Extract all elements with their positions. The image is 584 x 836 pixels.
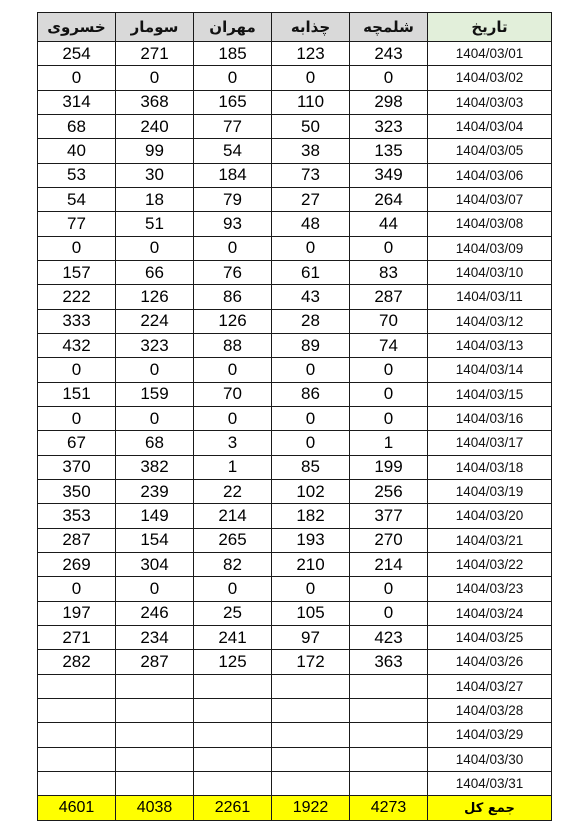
sumar-cell: 323 bbox=[116, 333, 194, 357]
shalamcheh-cell: 74 bbox=[350, 333, 428, 357]
shalamcheh-cell: 349 bbox=[350, 163, 428, 187]
chazabeh-cell bbox=[272, 698, 350, 722]
date-cell: 1404/03/06 bbox=[428, 163, 552, 187]
sumar-total: 4038 bbox=[116, 796, 194, 821]
sumar-cell: 126 bbox=[116, 285, 194, 309]
shalamcheh-cell bbox=[350, 723, 428, 747]
header-shalamcheh: شلمچه bbox=[350, 13, 428, 42]
table-row bbox=[38, 601, 552, 625]
sumar-cell: 0 bbox=[116, 577, 194, 601]
header-mehran: مهران bbox=[194, 13, 272, 42]
shalamcheh-cell: 377 bbox=[350, 504, 428, 528]
date-cell: 1404/03/20 bbox=[428, 504, 552, 528]
mehran-cell bbox=[194, 747, 272, 771]
mehran-cell: 0 bbox=[194, 66, 272, 90]
date-cell: 1404/03/23 bbox=[428, 577, 552, 601]
shalamcheh-cell: 0 bbox=[350, 577, 428, 601]
sumar-cell: 0 bbox=[116, 66, 194, 90]
sumar-cell: 382 bbox=[116, 455, 194, 479]
shalamcheh-cell: 363 bbox=[350, 650, 428, 674]
sumar-cell: 234 bbox=[116, 625, 194, 649]
mehran-cell: 0 bbox=[194, 236, 272, 260]
table-row bbox=[38, 431, 552, 455]
khosravi-cell: 0 bbox=[38, 358, 116, 382]
chazabeh-cell: 97 bbox=[272, 625, 350, 649]
mehran-cell: 185 bbox=[194, 42, 272, 66]
chazabeh-cell bbox=[272, 723, 350, 747]
khosravi-cell: 157 bbox=[38, 260, 116, 284]
table-body bbox=[38, 42, 552, 821]
table-row bbox=[38, 187, 552, 211]
chazabeh-cell: 86 bbox=[272, 382, 350, 406]
header-sumar: سومار bbox=[116, 13, 194, 42]
table-row bbox=[38, 333, 552, 357]
chazabeh-cell: 0 bbox=[272, 406, 350, 430]
chazabeh-cell: 0 bbox=[272, 66, 350, 90]
date-cell: 1404/03/16 bbox=[428, 406, 552, 430]
mehran-cell: 165 bbox=[194, 90, 272, 114]
table-row bbox=[38, 698, 552, 722]
shalamcheh-cell: 256 bbox=[350, 479, 428, 503]
date-cell: 1404/03/02 bbox=[428, 66, 552, 90]
mehran-cell: 25 bbox=[194, 601, 272, 625]
table-row bbox=[38, 625, 552, 649]
table-row bbox=[38, 504, 552, 528]
shalamcheh-cell bbox=[350, 771, 428, 795]
shalamcheh-cell: 44 bbox=[350, 212, 428, 236]
header-chazabeh: چذابه bbox=[272, 13, 350, 42]
sumar-cell: 271 bbox=[116, 42, 194, 66]
chazabeh-cell: 27 bbox=[272, 187, 350, 211]
table-row bbox=[38, 650, 552, 674]
table-row bbox=[38, 163, 552, 187]
date-cell: 1404/03/26 bbox=[428, 650, 552, 674]
mehran-cell: 82 bbox=[194, 552, 272, 576]
chazabeh-cell: 105 bbox=[272, 601, 350, 625]
shalamcheh-cell: 270 bbox=[350, 528, 428, 552]
date-cell: 1404/03/09 bbox=[428, 236, 552, 260]
sumar-cell: 304 bbox=[116, 552, 194, 576]
khosravi-total: 4601 bbox=[38, 796, 116, 821]
chazabeh-cell: 210 bbox=[272, 552, 350, 576]
date-cell: 1404/03/13 bbox=[428, 333, 552, 357]
sumar-cell: 0 bbox=[116, 358, 194, 382]
header-khosravi: خسروی bbox=[38, 13, 116, 42]
mehran-cell: 22 bbox=[194, 479, 272, 503]
chazabeh-cell: 89 bbox=[272, 333, 350, 357]
chazabeh-cell bbox=[272, 674, 350, 698]
shalamcheh-cell bbox=[350, 747, 428, 771]
table-row bbox=[38, 552, 552, 576]
date-cell: 1404/03/10 bbox=[428, 260, 552, 284]
table-row bbox=[38, 528, 552, 552]
date-cell: 1404/03/07 bbox=[428, 187, 552, 211]
table-row bbox=[38, 479, 552, 503]
khosravi-cell bbox=[38, 747, 116, 771]
khosravi-cell: 432 bbox=[38, 333, 116, 357]
chazabeh-cell: 38 bbox=[272, 139, 350, 163]
chazabeh-cell: 102 bbox=[272, 479, 350, 503]
shalamcheh-cell bbox=[350, 674, 428, 698]
table-row bbox=[38, 674, 552, 698]
sumar-cell: 99 bbox=[116, 139, 194, 163]
sumar-cell: 246 bbox=[116, 601, 194, 625]
table-row bbox=[38, 90, 552, 114]
table-row bbox=[38, 455, 552, 479]
chazabeh-cell: 0 bbox=[272, 358, 350, 382]
shalamcheh-cell: 243 bbox=[350, 42, 428, 66]
shalamcheh-cell: 423 bbox=[350, 625, 428, 649]
date-cell: 1404/03/01 bbox=[428, 42, 552, 66]
mehran-cell: 0 bbox=[194, 358, 272, 382]
date-cell: 1404/03/18 bbox=[428, 455, 552, 479]
chazabeh-cell: 123 bbox=[272, 42, 350, 66]
date-cell: 1404/03/22 bbox=[428, 552, 552, 576]
sumar-cell: 30 bbox=[116, 163, 194, 187]
mehran-cell: 184 bbox=[194, 163, 272, 187]
table-row bbox=[38, 309, 552, 333]
chazabeh-cell bbox=[272, 771, 350, 795]
shalamcheh-cell: 70 bbox=[350, 309, 428, 333]
mehran-cell: 70 bbox=[194, 382, 272, 406]
khosravi-cell: 333 bbox=[38, 309, 116, 333]
border-crossings-table bbox=[37, 12, 552, 821]
mehran-total: 2261 bbox=[194, 796, 272, 821]
table-row bbox=[38, 358, 552, 382]
chazabeh-cell: 48 bbox=[272, 212, 350, 236]
date-cell: 1404/03/11 bbox=[428, 285, 552, 309]
mehran-cell: 1 bbox=[194, 455, 272, 479]
shalamcheh-cell: 0 bbox=[350, 236, 428, 260]
khosravi-cell: 287 bbox=[38, 528, 116, 552]
khosravi-cell: 40 bbox=[38, 139, 116, 163]
table-row bbox=[38, 747, 552, 771]
sumar-cell: 224 bbox=[116, 309, 194, 333]
mehran-cell bbox=[194, 771, 272, 795]
khosravi-cell bbox=[38, 723, 116, 747]
chazabeh-cell: 73 bbox=[272, 163, 350, 187]
sumar-cell: 0 bbox=[116, 236, 194, 260]
sumar-cell: 66 bbox=[116, 260, 194, 284]
table-row bbox=[38, 139, 552, 163]
chazabeh-cell: 0 bbox=[272, 431, 350, 455]
header-date: تاریخ bbox=[428, 13, 552, 42]
khosravi-cell: 0 bbox=[38, 406, 116, 430]
sumar-cell: 287 bbox=[116, 650, 194, 674]
shalamcheh-cell: 0 bbox=[350, 66, 428, 90]
chazabeh-cell: 182 bbox=[272, 504, 350, 528]
table-row bbox=[38, 42, 552, 66]
chazabeh-cell: 61 bbox=[272, 260, 350, 284]
shalamcheh-cell: 323 bbox=[350, 114, 428, 138]
mehran-cell bbox=[194, 674, 272, 698]
table-row bbox=[38, 577, 552, 601]
date-cell: 1404/03/27 bbox=[428, 674, 552, 698]
mehran-cell: 79 bbox=[194, 187, 272, 211]
khosravi-cell: 54 bbox=[38, 187, 116, 211]
date-cell: 1404/03/19 bbox=[428, 479, 552, 503]
shalamcheh-cell: 298 bbox=[350, 90, 428, 114]
chazabeh-cell: 28 bbox=[272, 309, 350, 333]
mehran-cell: 0 bbox=[194, 406, 272, 430]
table-row bbox=[38, 771, 552, 795]
chazabeh-cell bbox=[272, 747, 350, 771]
sumar-cell: 368 bbox=[116, 90, 194, 114]
sumar-cell: 68 bbox=[116, 431, 194, 455]
sumar-cell: 239 bbox=[116, 479, 194, 503]
mehran-cell: 54 bbox=[194, 139, 272, 163]
total-row bbox=[38, 796, 552, 821]
sumar-cell: 240 bbox=[116, 114, 194, 138]
khosravi-cell: 77 bbox=[38, 212, 116, 236]
shalamcheh-cell: 199 bbox=[350, 455, 428, 479]
date-cell: 1404/03/04 bbox=[428, 114, 552, 138]
mehran-cell: 76 bbox=[194, 260, 272, 284]
chazabeh-total: 1922 bbox=[272, 796, 350, 821]
date-cell: 1404/03/25 bbox=[428, 625, 552, 649]
table-row bbox=[38, 723, 552, 747]
khosravi-cell: 67 bbox=[38, 431, 116, 455]
mehran-cell: 3 bbox=[194, 431, 272, 455]
khosravi-cell: 53 bbox=[38, 163, 116, 187]
shalamcheh-cell: 135 bbox=[350, 139, 428, 163]
date-cell: 1404/03/29 bbox=[428, 723, 552, 747]
date-cell: 1404/03/14 bbox=[428, 358, 552, 382]
table-row bbox=[38, 66, 552, 90]
khosravi-cell: 254 bbox=[38, 42, 116, 66]
date-cell: 1404/03/31 bbox=[428, 771, 552, 795]
shalamcheh-cell bbox=[350, 698, 428, 722]
khosravi-cell: 353 bbox=[38, 504, 116, 528]
khosravi-cell: 0 bbox=[38, 577, 116, 601]
date-cell: 1404/03/21 bbox=[428, 528, 552, 552]
sumar-cell: 149 bbox=[116, 504, 194, 528]
date-cell: 1404/03/08 bbox=[428, 212, 552, 236]
khosravi-cell bbox=[38, 771, 116, 795]
shalamcheh-cell: 83 bbox=[350, 260, 428, 284]
table-row bbox=[38, 260, 552, 284]
khosravi-cell: 269 bbox=[38, 552, 116, 576]
mehran-cell: 0 bbox=[194, 577, 272, 601]
header-row bbox=[38, 13, 552, 42]
sumar-cell: 51 bbox=[116, 212, 194, 236]
shalamcheh-cell: 214 bbox=[350, 552, 428, 576]
sumar-cell: 159 bbox=[116, 382, 194, 406]
sumar-cell bbox=[116, 771, 194, 795]
total-label: جمع کل bbox=[428, 796, 552, 821]
mehran-cell bbox=[194, 698, 272, 722]
khosravi-cell bbox=[38, 674, 116, 698]
khosravi-cell: 68 bbox=[38, 114, 116, 138]
khosravi-cell: 0 bbox=[38, 66, 116, 90]
shalamcheh-cell: 0 bbox=[350, 358, 428, 382]
chazabeh-cell: 85 bbox=[272, 455, 350, 479]
khosravi-cell bbox=[38, 698, 116, 722]
sumar-cell bbox=[116, 674, 194, 698]
chazabeh-cell: 43 bbox=[272, 285, 350, 309]
date-cell: 1404/03/30 bbox=[428, 747, 552, 771]
khosravi-cell: 197 bbox=[38, 601, 116, 625]
khosravi-cell: 370 bbox=[38, 455, 116, 479]
table-row bbox=[38, 212, 552, 236]
shalamcheh-total: 4273 bbox=[350, 796, 428, 821]
shalamcheh-cell: 287 bbox=[350, 285, 428, 309]
chazabeh-cell: 50 bbox=[272, 114, 350, 138]
khosravi-cell: 151 bbox=[38, 382, 116, 406]
shalamcheh-cell: 264 bbox=[350, 187, 428, 211]
shalamcheh-cell: 0 bbox=[350, 601, 428, 625]
date-cell: 1404/03/12 bbox=[428, 309, 552, 333]
sumar-cell: 0 bbox=[116, 406, 194, 430]
sumar-cell bbox=[116, 723, 194, 747]
khosravi-cell: 314 bbox=[38, 90, 116, 114]
khosravi-cell: 0 bbox=[38, 236, 116, 260]
khosravi-cell: 222 bbox=[38, 285, 116, 309]
chazabeh-cell: 193 bbox=[272, 528, 350, 552]
mehran-cell: 86 bbox=[194, 285, 272, 309]
table-row bbox=[38, 236, 552, 260]
mehran-cell: 241 bbox=[194, 625, 272, 649]
table-row bbox=[38, 406, 552, 430]
mehran-cell: 88 bbox=[194, 333, 272, 357]
shalamcheh-cell: 0 bbox=[350, 382, 428, 406]
date-cell: 1404/03/28 bbox=[428, 698, 552, 722]
date-cell: 1404/03/15 bbox=[428, 382, 552, 406]
khosravi-cell: 271 bbox=[38, 625, 116, 649]
mehran-cell: 77 bbox=[194, 114, 272, 138]
khosravi-cell: 282 bbox=[38, 650, 116, 674]
shalamcheh-cell: 1 bbox=[350, 431, 428, 455]
sumar-cell bbox=[116, 747, 194, 771]
date-cell: 1404/03/17 bbox=[428, 431, 552, 455]
date-cell: 1404/03/03 bbox=[428, 90, 552, 114]
chazabeh-cell: 172 bbox=[272, 650, 350, 674]
sumar-cell: 154 bbox=[116, 528, 194, 552]
mehran-cell: 214 bbox=[194, 504, 272, 528]
chazabeh-cell: 110 bbox=[272, 90, 350, 114]
table-row bbox=[38, 114, 552, 138]
shalamcheh-cell: 0 bbox=[350, 406, 428, 430]
chazabeh-cell: 0 bbox=[272, 236, 350, 260]
table-row bbox=[38, 285, 552, 309]
mehran-cell: 126 bbox=[194, 309, 272, 333]
chazabeh-cell: 0 bbox=[272, 577, 350, 601]
sumar-cell bbox=[116, 698, 194, 722]
khosravi-cell: 350 bbox=[38, 479, 116, 503]
date-cell: 1404/03/05 bbox=[428, 139, 552, 163]
table-row bbox=[38, 382, 552, 406]
sumar-cell: 18 bbox=[116, 187, 194, 211]
mehran-cell: 265 bbox=[194, 528, 272, 552]
date-cell: 1404/03/24 bbox=[428, 601, 552, 625]
mehran-cell: 125 bbox=[194, 650, 272, 674]
mehran-cell bbox=[194, 723, 272, 747]
mehran-cell: 93 bbox=[194, 212, 272, 236]
